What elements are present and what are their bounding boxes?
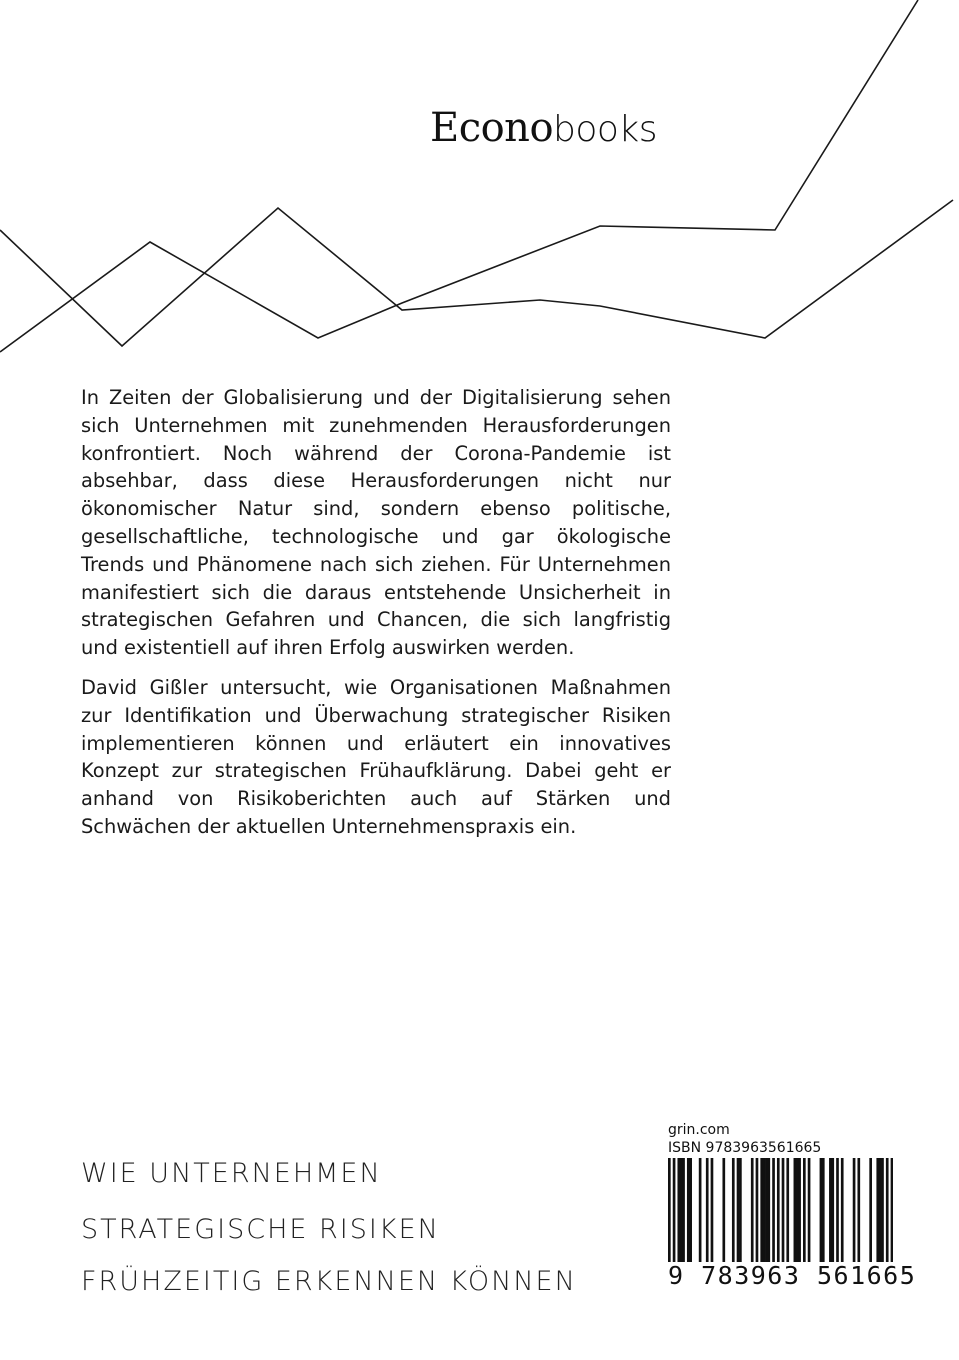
barcode-bar xyxy=(786,1158,789,1262)
barcode-bar xyxy=(808,1158,811,1262)
barcode-bar xyxy=(739,1158,742,1262)
website-text: grin.com xyxy=(668,1122,730,1138)
barcode-bar xyxy=(853,1158,856,1262)
publisher-logo-part1: Econo xyxy=(430,105,554,151)
barcode-bar xyxy=(677,1158,680,1262)
barcode-bar xyxy=(796,1158,799,1262)
barcode-bar xyxy=(841,1158,844,1262)
barcode-bar xyxy=(689,1158,692,1262)
barcode-bar xyxy=(857,1158,860,1262)
barcode-bar xyxy=(711,1158,714,1262)
barcode-bar xyxy=(876,1158,879,1262)
barcode-bar xyxy=(673,1158,676,1262)
title-line-3: FRÜHZEITIG ERKENNEN KÖNNEN xyxy=(81,1266,577,1297)
blurb-paragraph-1: In Zeiten der Globalisierung und der Digitalisierung sehen sich Unternehmen mit zunehmenden Herausforderungen konfrontiert. Noch während der Corona-Pandemie ist absehbar, dass diese Herausforderungen nicht nur ökonomischer Natur sind, sondern ebenso politische, gesellschaftliche, technologische und gar ökologische Trends und Phänomene nach sich ziehen. Für Unternehmen manifestiert sich die daraus entstehende Unsicherheit in strategischen Gefahren und Chancen, die sich langfristig und existentiell auf ihren Erfolg auswirken werden. xyxy=(81,386,671,660)
decorative-line-graphic xyxy=(0,0,959,360)
barcode-bar xyxy=(699,1158,702,1262)
barcode-bar xyxy=(668,1158,671,1262)
barcode-bar xyxy=(881,1158,884,1262)
isbn-text: ISBN 9783963561665 xyxy=(668,1140,822,1156)
barcode-bar xyxy=(732,1158,735,1262)
barcode-bar xyxy=(829,1158,832,1262)
barcode xyxy=(668,1158,893,1262)
barcode-bar xyxy=(680,1158,683,1262)
decorative-line-1 xyxy=(0,200,953,346)
title-line-1: WIE UNTERNEHMEN xyxy=(81,1158,382,1189)
barcode-bar xyxy=(737,1158,740,1262)
barcode-bar xyxy=(763,1158,766,1262)
publisher-logo-part2: books xyxy=(553,109,658,150)
barcode-bar xyxy=(682,1158,685,1262)
barcode-bar xyxy=(822,1158,825,1262)
barcode-bar xyxy=(794,1158,797,1262)
barcode-bar xyxy=(722,1158,725,1262)
decorative-line-2 xyxy=(0,0,918,352)
barcode-bar xyxy=(767,1158,770,1262)
publication-meta xyxy=(668,1121,821,1157)
barcode-bar xyxy=(777,1158,780,1262)
barcode-bar xyxy=(706,1158,709,1262)
barcode-bar xyxy=(687,1158,690,1262)
barcode-bar xyxy=(798,1158,801,1262)
barcode-bar xyxy=(782,1158,785,1262)
title-line-2: STRATEGISCHE RISIKEN xyxy=(81,1214,440,1245)
barcode-bar xyxy=(765,1158,768,1262)
barcode-bar xyxy=(803,1158,806,1262)
barcode-bar xyxy=(831,1158,834,1262)
barcode-bar xyxy=(879,1158,882,1262)
barcode-bar xyxy=(891,1158,893,1262)
blurb-paragraph-2: David Gißler untersucht, wie Organisationen Maßnahmen zur Identifikation und Überwachung strategischer Risiken implementieren können und erläutert ein innovatives Konzept zur strategischen Frühaufklärung. Dabei geht er anhand von Risikoberichten auch auf Stärken und Schwächen der aktuellen Unternehmenspraxis ein. xyxy=(81,675,671,838)
barcode-bar xyxy=(869,1158,872,1262)
publisher-logo xyxy=(430,105,658,151)
barcode-digits: 9 783963 561665 xyxy=(668,1261,917,1290)
barcode-bar xyxy=(886,1158,889,1262)
barcode-bar xyxy=(820,1158,823,1262)
book-title xyxy=(81,1148,641,1308)
barcode-bar xyxy=(756,1158,759,1262)
book-blurb xyxy=(81,384,671,853)
barcode-bar xyxy=(751,1158,754,1262)
barcode-bar xyxy=(772,1158,775,1262)
barcode-bar xyxy=(760,1158,763,1262)
barcode-bar xyxy=(836,1158,839,1262)
